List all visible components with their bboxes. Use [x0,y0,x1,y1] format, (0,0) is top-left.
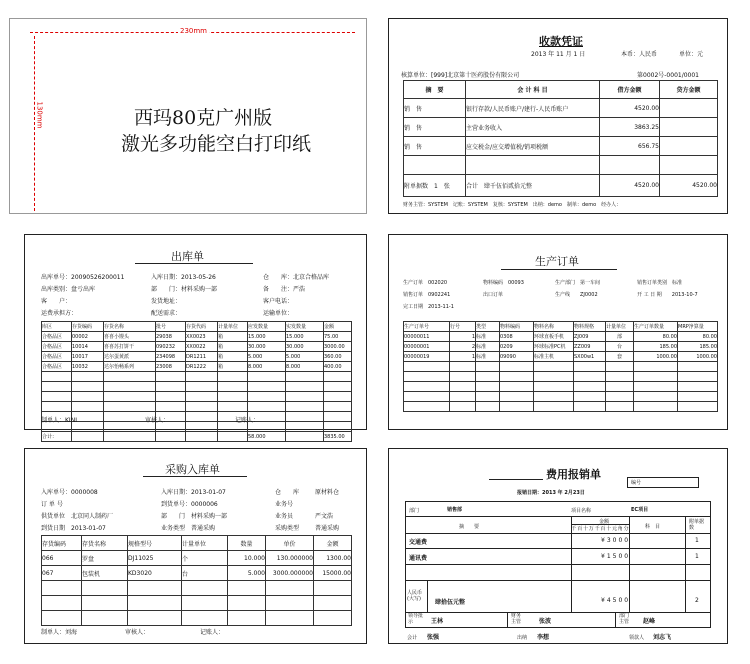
info-field: 部 门：材料采购一部 [151,286,218,293]
total-docs: 2 [695,597,699,604]
table-cell: 00000001 [404,342,450,352]
digit-label: 十 [582,526,588,532]
header-cell: 规格型号 [128,536,182,551]
header-cell: 应发数量 [248,322,286,332]
empty-row [42,611,352,626]
table-cell: 130.000000 [266,551,314,566]
table-cell: 1 [450,332,476,342]
info-field: 订 单 号 [41,501,63,508]
table-cell: 30.000 [286,342,324,352]
digit-label: 千 [571,526,577,532]
sample-line2: 激光多功能空白打印纸 [121,133,312,155]
header-cell: 存货编码 [72,322,104,332]
purchase-title: 采购入库单 [165,463,220,476]
info-field: 业务员 [275,513,294,520]
info-field: 配送需求： [151,310,182,317]
table-cell: 80.00 [634,332,678,342]
table-cell: 合格品区 [42,342,72,352]
height-label: 130mm [35,101,44,129]
item-amount: ¥3000 [601,537,631,544]
info-field: 完工日期 2013-11-1 [403,304,454,310]
width-label: 230mm [180,27,207,35]
info-field: 供货单位 北京同人制药厂 [41,513,114,520]
header-cell: 批号 [156,322,186,332]
purchase-table [41,535,352,626]
table-cell: 75.00 [324,332,352,342]
digit-headers [571,525,629,532]
empty-row [42,596,352,611]
table-cell: 销 售 [404,118,466,137]
table-cell: 箱 [218,352,248,362]
table-cell: ZJ009 [574,332,606,342]
empty-row [404,362,718,372]
digit-label: 分 [623,526,629,532]
table-cell: 15000.00 [314,566,352,581]
info-field: 生产线 ZJ0002 [555,292,598,298]
table-cell: 23008 [156,362,186,372]
production-table [403,321,718,412]
item-rule [405,548,711,549]
empty-row [42,382,352,392]
table-cell: 箱 [218,342,248,352]
table-cell: 1000.00 [678,352,718,362]
info-field: 入库单号：0000008 [41,489,98,496]
rmb-label: 人民币(大写) [407,590,423,602]
table-row [404,156,718,175]
info-field: 普通采购 [315,525,340,532]
total-credit: 4520.00 [660,175,718,197]
table-cell: 标准主机 [534,352,574,362]
project-label: 项目名称 [571,508,592,514]
purchase-title-rule [143,476,247,477]
digit-label: 十 [606,526,612,532]
header-cell: 单价 [266,536,314,551]
table-cell: 10014 [72,342,104,352]
header-cell: 计量单位 [606,322,634,332]
table-cell: 8.000 [248,362,286,372]
table-cell [660,99,718,118]
attach-count: 附单据数 1 张 [404,175,466,197]
table-cell: 15.000 [286,332,324,342]
production-info [403,279,723,310]
header-cell: 会 计 科 目 [466,81,600,99]
table-row [42,551,352,566]
docs-label: 附单据数 [689,519,705,531]
header-cell: 数量 [228,536,266,551]
total-amount: ¥4500 [601,597,631,604]
table-cell: 234098 [156,352,186,362]
table-header-row [404,322,718,332]
table-cell: KD3020 [128,566,182,581]
table-cell [660,118,718,137]
production-title-rule [501,269,617,270]
table-cell: 银行存款/人民币账户/建行-人民币账户 [466,99,600,118]
header-cell: 金额 [314,536,352,551]
info-field: 出库类别：盘亏出库 [41,286,96,293]
empty-row [404,392,718,402]
info-field: 到货单号：0000006 [161,501,218,508]
table-cell: 喜喜小馒头 [104,332,156,342]
receipt-voucher-panel [388,18,728,214]
cashier-value: 李想 [537,634,550,641]
header-cell: 物料名称 [534,322,574,332]
empty-row [404,382,718,392]
purchase-bookkeeper: 记账人： [200,629,225,636]
info-field: 到货日期 2013-01-07 [41,525,106,532]
table-cell: 15.000 [248,332,286,342]
table-row [42,362,352,372]
table-header-row [42,536,352,551]
item-name: 交通费 [409,539,428,546]
table-cell: 主营业务收入 [466,118,600,137]
receipt-footer: 财务主管：SYSTEM 记账：SYSTEM 复核：SYSTEM 出纳：demo 制单：demo 经办人： [403,202,622,208]
info-field: 开 工 日 期 2013-10-7 [637,292,698,298]
empty-row [404,402,718,412]
accountant-label: 会计 [407,635,418,641]
receipt-title: 收款凭证 [539,35,583,48]
summary-label: 摘 要 [459,524,480,530]
table-cell: 5.000 [248,352,286,362]
receipt-unit: 单位：元 [679,51,704,58]
table-cell: 包装机 [82,566,128,581]
empty-row [42,412,352,422]
table-cell: 部 [606,332,634,342]
info-field: 出库单号：20090526200011 [41,274,125,281]
header-cell: 存货名称 [82,536,128,551]
item-amount: ¥1500 [601,553,631,560]
table-cell: 400.00 [324,362,352,372]
table-row [404,137,718,156]
table-cell: 185.00 [634,342,678,352]
table-row [42,566,352,581]
leader-label: 领导批示 [408,613,424,625]
item-docs: 1 [695,537,699,544]
table-cell: 标准 [476,352,500,362]
total-rule [405,612,711,613]
header-cell: 存货名称 [104,322,156,332]
receipt-date: 2013 年 11 月 1 日 [531,51,586,58]
header-cell: 类型 [476,322,500,332]
empty-row [42,581,352,596]
table-cell: 合格品区 [42,362,72,372]
receipt-table [403,80,718,197]
info-field: 采购类型 [275,525,300,532]
info-field: 销售订单 0902241 [403,292,451,298]
rmb-label-col [427,580,428,612]
table-cell [600,156,660,175]
header-cell: 库区 [42,322,72,332]
outbound-title-rule [135,263,253,264]
total-qty: 58.000 [248,432,286,442]
table-cell: 8.000 [286,362,324,372]
table-cell: 09090 [500,352,534,362]
digit-label: 千 [594,526,600,532]
header-cell: 物料规格 [574,322,606,332]
table-cell: 3000.00 [324,342,352,352]
accountant-value: 张强 [427,634,440,641]
purchase-auditor: 审核人： [125,629,150,636]
outbound-auditor: 审核人： [145,417,170,424]
table-cell: 29038 [156,332,186,342]
info-field: 严文浩 [315,513,334,520]
info-field: 备 注：严浩 [263,286,306,293]
sample-line1: 西玛80克广州版 [134,107,273,129]
table-cell: 185.00 [678,342,718,352]
total-amount: 3835.00 [324,432,352,442]
purchase-inbound-panel [24,448,367,644]
table-cell: 标准 [476,332,500,342]
table-cell: 30.000 [248,342,286,352]
table-cell: 达尔怡畅系列 [104,362,156,372]
leader-value: 王林 [431,618,444,625]
claimant-label: 领款人 [629,635,645,641]
table-row [404,332,718,342]
table-cell: 5.000 [286,352,324,362]
header-cell: 计量单位 [218,322,248,332]
receipt-number: 第0002号-0001/0001 [637,72,699,79]
info-field: 仓 库：北京合格品库 [263,274,330,281]
item-rule [405,564,711,565]
table-cell: 合格品区 [42,332,72,342]
paper-sample-panel [9,18,367,214]
table-cell: 066 [42,551,82,566]
table-cell: 箱 [218,332,248,342]
table-cell: 0308 [500,332,534,342]
dept-head-value: 赵峰 [643,618,656,625]
info-field: 仓 库 [275,489,300,496]
table-cell [466,156,600,175]
dept-head-label: 部门主管 [619,613,630,625]
info-field: 原材料仓 [315,489,340,496]
table-cell: 1000.00 [634,352,678,362]
table-row [404,352,718,362]
rmb-value: 肆拾伍元整 [435,599,466,606]
header-cell: MRP净算量 [678,322,718,332]
table-cell: 10.000 [228,551,266,566]
info-field: 物料编码 00093 [483,280,524,286]
table-cell: 台 [182,566,228,581]
table-row [404,342,718,352]
table-cell: 360.00 [324,352,352,362]
table-cell: 10017 [72,352,104,362]
item-docs: 1 [695,553,699,560]
table-cell: DR1222 [186,362,218,372]
table-row [42,352,352,362]
table-cell [660,156,718,175]
table-cell: 00000011 [404,332,450,342]
header-cell: 生产订单数量 [634,322,678,332]
info-field: 业务类型 普通采购 [161,525,216,532]
production-title: 生产订单 [535,255,579,268]
production-order-panel [388,234,728,430]
info-field: 运输单位： [263,310,294,317]
info-field: 运费承担方： [41,310,78,317]
subject-label: 科 目 [645,524,661,530]
purchase-maker: 制单人：刘海 [41,629,78,636]
table-cell: 应交税金/应交增值税/销项税额 [466,137,600,156]
table-row [42,342,352,352]
info-field: 部 门 材料采购一部 [161,513,228,520]
table-cell: 5.000 [228,566,266,581]
dept-label: 部门 [409,508,420,514]
table-cell: 环球标准PC机 [534,342,574,352]
table-cell: 达尔蛋黄派 [104,352,156,362]
header-cell: 金额 [324,322,352,332]
table-cell: 销 售 [404,99,466,118]
expense-title: 费用报销单 [546,468,601,481]
empty-row [42,422,352,432]
table-row [42,332,352,342]
header-cell: 摘 要 [404,81,466,99]
claimant-value: 刘志飞 [653,634,672,641]
item-name: 通讯费 [409,555,428,562]
receipt-org: 核算单位：[999]北京第十医药股份有限公司 [401,72,520,79]
attach-label: 编号 [631,480,642,486]
total-label: 合计： [42,432,72,442]
expense-attach-box [627,477,699,488]
header-cell: 行号 [450,322,476,332]
outbound-title: 出库单 [171,250,204,263]
digit-label: 百 [577,526,583,532]
empty-row [42,402,352,412]
expense-date: 报销日期：2013 年 2月23日 [517,490,585,496]
table-row [404,99,718,118]
sign-col [507,612,508,628]
amount-label: 金额 [599,519,610,525]
table-cell: XX0023 [186,332,218,342]
outbound-bookkeeper: 记账人： [235,417,260,424]
table-cell: 箱 [218,362,248,372]
table-cell: 1 [450,352,476,362]
info-field: 出口订单 [483,292,504,298]
table-cell: 喜喜苏打饼干 [104,342,156,352]
total-row [42,432,352,442]
table-cell: 4520.00 [600,99,660,118]
empty-row [42,392,352,402]
info-field [315,499,366,508]
table-cell: ZZ009 [574,342,606,352]
table-cell [404,156,466,175]
receipt-currency: 本币：人民币 [621,51,658,58]
header-cell: 生产订单号 [404,322,450,332]
table-cell: 80.00 [678,332,718,342]
table-cell: 3000.000000 [266,566,314,581]
digit-label: 元 [611,526,617,532]
table-cell: 台 [606,342,634,352]
header-bottom-rule [405,533,711,534]
table-cell: 00000019 [404,352,450,362]
table-cell: 10032 [72,362,104,372]
table-cell: 套 [606,352,634,362]
total-label: 合计 肆千伍佰贰拾元整 [466,175,600,197]
purchase-info [41,487,366,532]
header-cell: 实发数量 [286,322,324,332]
table-cell: 0209 [500,342,534,352]
table-cell: 销 售 [404,137,466,156]
expense-claim-panel [388,448,728,644]
finance-label: 财务主管 [511,613,522,625]
table-row [404,118,718,137]
digit-label: 百 [600,526,606,532]
item-rule [405,580,711,581]
table-cell: 标准 [476,342,500,352]
total-debit: 4520.00 [600,175,660,197]
info-field: 客户电话： [263,298,294,305]
digit-label: 角 [617,526,623,532]
header-cell: 贷方金额 [660,81,718,99]
table-cell: XX0022 [186,342,218,352]
table-cell: DJ11025 [128,551,182,566]
finance-value: 张波 [539,618,552,625]
info-field: 销售订单类别 标准 [637,280,683,286]
digit-label: 万 [588,526,594,532]
info-field: 入库日期：2013-05-26 [151,274,216,281]
info-field: 入库日期：2013-01-07 [161,489,226,496]
table-cell: 00002 [72,332,104,342]
info-field: 生产订单 002020 [403,280,448,286]
table-cell: SX00w1 [574,352,606,362]
info-field: 发货地址： [151,298,182,305]
outbound-table [41,321,352,442]
info-field: 业务号 [275,501,294,508]
header-cell: 计量单位 [182,536,228,551]
table-cell: 合格品区 [42,352,72,362]
table-cell: 067 [42,566,82,581]
project-value: EC项目 [631,507,649,513]
table-header-row [42,322,352,332]
header-cell: 存货编码 [42,536,82,551]
form-rule [405,516,711,517]
table-cell [660,137,718,156]
info-field: 生产部门 第一车间 [555,280,601,286]
table-cell: 2 [450,342,476,352]
table-cell: 090232 [156,342,186,352]
header-cell: 物料编码 [500,322,534,332]
table-cell: 656.75 [600,137,660,156]
dept-value: 销售部 [447,507,463,513]
empty-row [404,372,718,382]
table-cell: 环球直板手机 [534,332,574,342]
outbound-maker: 制单人：KINI [41,417,77,424]
header-cell: 存货代码 [186,322,218,332]
table-cell: 罗盘 [82,551,128,566]
table-cell: 1300.00 [314,551,352,566]
outbound-info [41,272,361,317]
outbound-order-panel [24,234,367,440]
empty-row [42,372,352,382]
sign-col [615,612,616,628]
expense-title-rule-left [489,479,543,480]
info-field: 客 户： [41,298,72,305]
table-cell: 个 [182,551,228,566]
cashier-label: 出纳 [517,635,528,641]
header-cell: 借方金额 [600,81,660,99]
table-cell: DR1211 [186,352,218,362]
table-cell: 3863.25 [600,118,660,137]
